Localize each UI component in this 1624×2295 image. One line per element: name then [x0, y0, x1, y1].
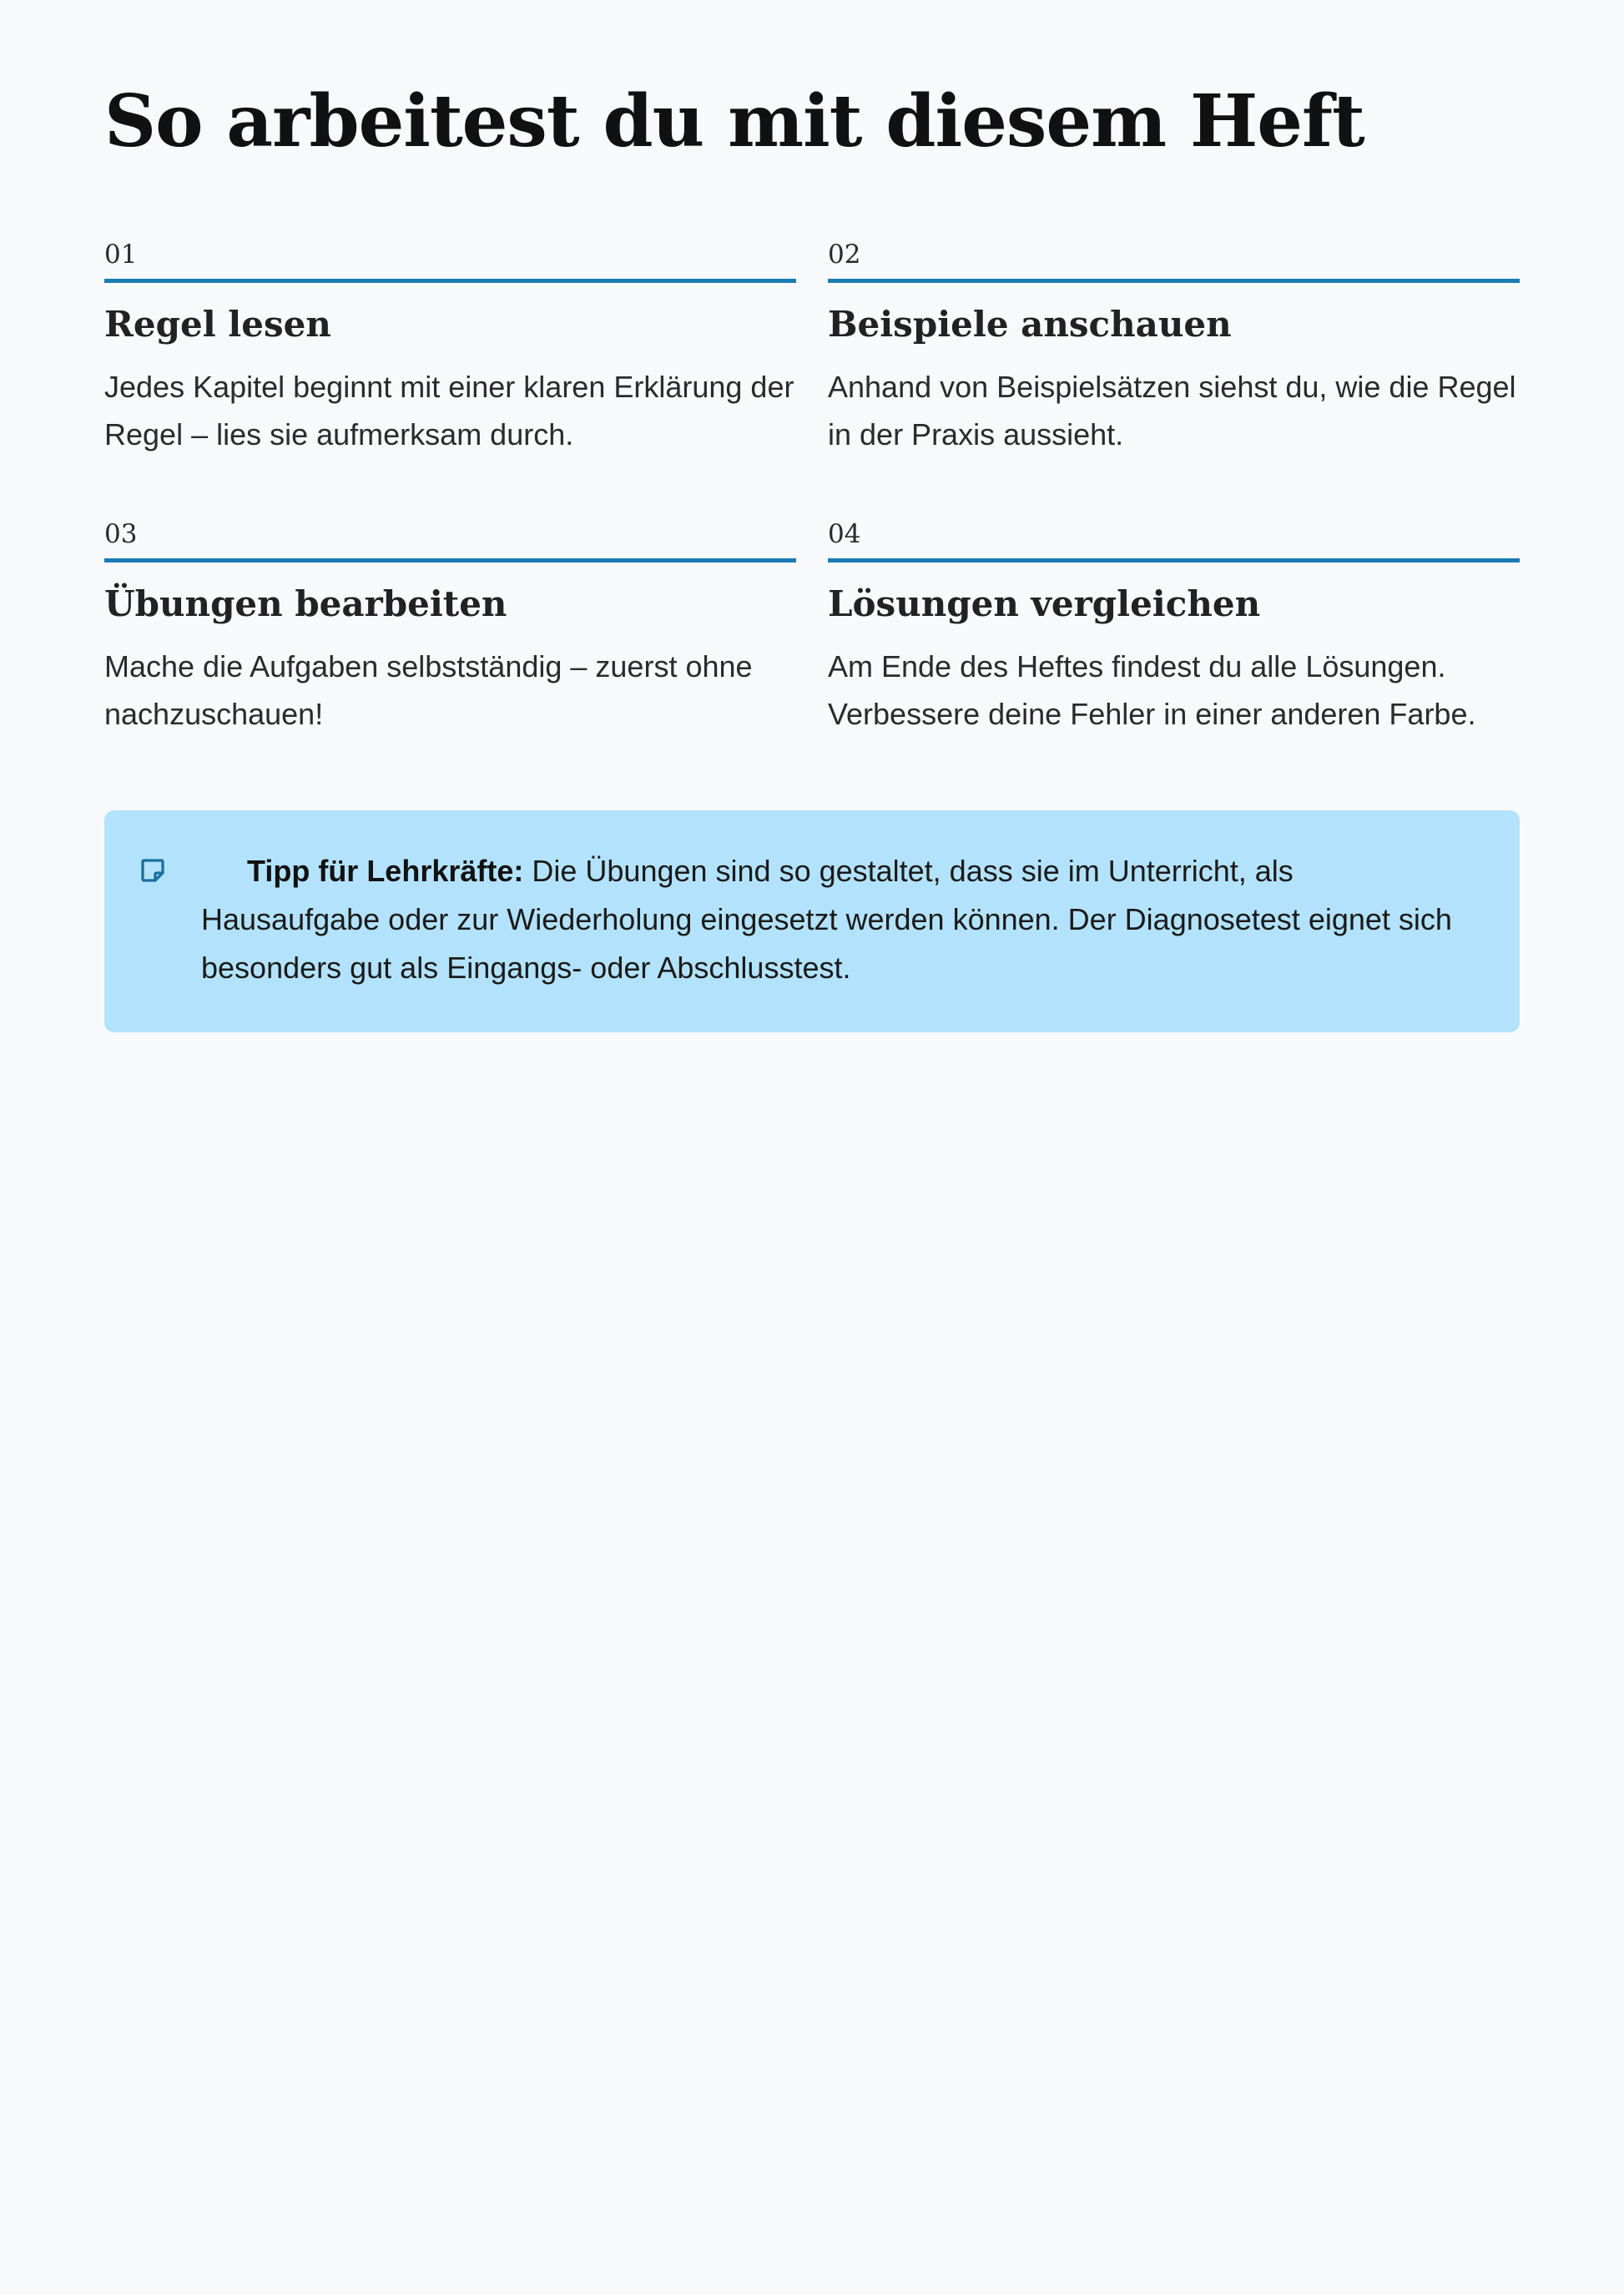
page-title: So arbeitest du mit diesem Heft — [104, 79, 1364, 164]
step-4 — [828, 513, 1520, 738]
tip-text — [201, 847, 1470, 992]
step-text: Jedes Kapitel beginnt mit einer klaren Erklärung der Regel – lies sie aufmerksam durch. — [104, 370, 794, 451]
step-text: Anhand von Beispielsätzen siehst du, wie die Regel in der Praxis aussieht. — [828, 370, 1516, 451]
tip-body: Die Übungen sind so gestaltet, dass sie im Unterricht, als Hausaufgabe oder zur Wiederholung eingesetzt werden können. Der Diagnosetest eignet sich besonders gut als Eingangs- oder Abschlusstest. — [201, 854, 1452, 985]
step-title: Beispiele anschauen — [828, 304, 1232, 345]
step-title: Übungen bearbeiten — [104, 583, 507, 624]
step-number: 04 — [828, 513, 1520, 562]
step-2 — [828, 234, 1520, 458]
steps-grid — [104, 234, 1520, 738]
step-title: Regel lesen — [104, 304, 331, 345]
step-1 — [104, 234, 796, 458]
step-number: 01 — [104, 234, 796, 283]
step-number: 02 — [828, 234, 1520, 283]
tip-label: Tipp für Lehrkräfte: — [247, 854, 524, 888]
teacher-tip-box — [104, 810, 1520, 1032]
step-3 — [104, 513, 796, 738]
step-title: Lösungen vergleichen — [828, 583, 1261, 624]
step-text: Am Ende des Heftes findest du alle Lösungen. Verbessere deine Fehler in einer anderen Farbe. — [828, 649, 1476, 731]
step-text: Mache die Aufgaben selbstständig – zuerst ohne nachzuschauen! — [104, 649, 753, 731]
note-icon — [138, 855, 168, 885]
step-number: 03 — [104, 513, 796, 562]
